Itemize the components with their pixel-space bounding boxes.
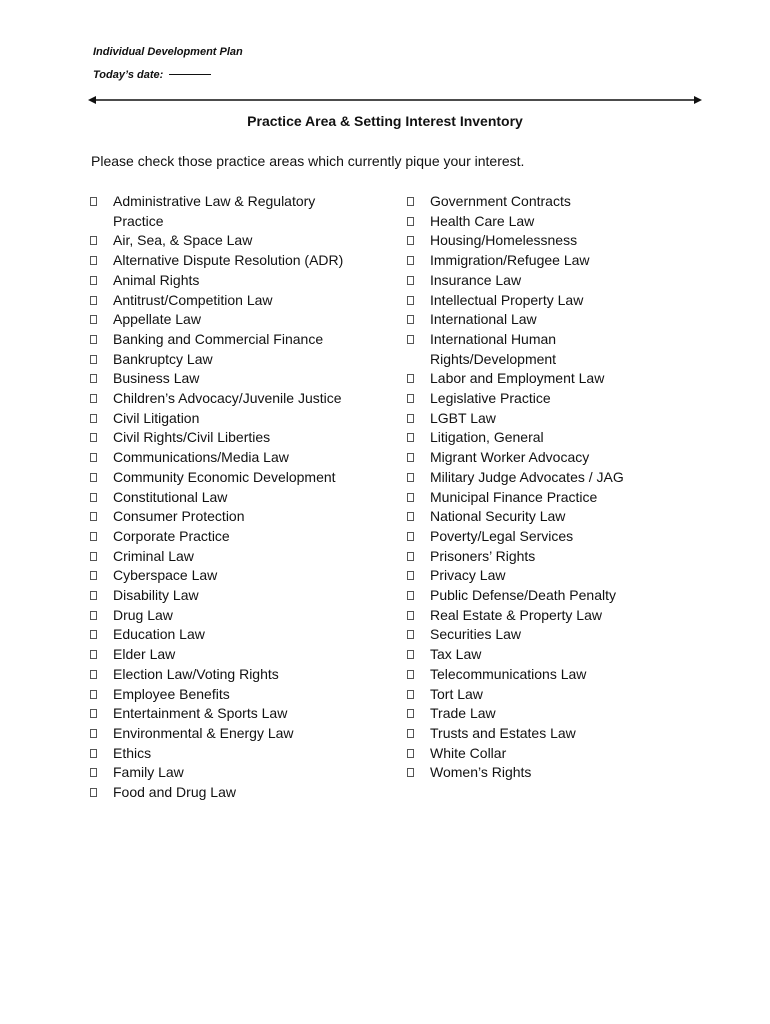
checkbox[interactable] (90, 749, 97, 758)
practice-area-label: Government Contracts (430, 193, 571, 209)
checkbox[interactable] (90, 414, 97, 423)
checkbox[interactable] (90, 355, 97, 364)
practice-area-label: Food and Drug Law (113, 784, 236, 801)
practice-area-label: Securities Law (430, 626, 522, 643)
practice-area-item (407, 251, 647, 271)
plan-title: Individual Development Plan (93, 46, 243, 58)
practice-area-label: Animal Rights (113, 271, 200, 288)
practice-area-label: Business Law (113, 370, 200, 387)
practice-area-label: Alternative Dispute Resolution (ADR) (113, 252, 344, 269)
practice-area-label: Criminal Law (113, 547, 194, 564)
checkbox[interactable] (90, 197, 97, 206)
practice-area-label: Public Defense/Death Penalty (430, 587, 616, 604)
checkbox[interactable] (407, 256, 414, 265)
checkbox[interactable] (90, 571, 97, 580)
checkbox[interactable] (407, 768, 414, 777)
practice-area-item (407, 685, 647, 705)
practice-area-label: Tort Law (430, 685, 483, 702)
practice-area-item (90, 271, 355, 291)
practice-area-label: Litigation, General (430, 429, 544, 446)
practice-area-label: Tax Law (430, 646, 482, 663)
practice-area-label: Communications/Media Law (113, 449, 289, 466)
practice-area-label: Family Law (113, 764, 184, 781)
practice-area-item (407, 704, 647, 724)
checkbox[interactable] (407, 571, 414, 580)
practice-area-item (90, 409, 355, 429)
practice-area-item (407, 665, 647, 685)
double-arrow-divider (88, 94, 702, 106)
practice-area-item (90, 448, 355, 468)
checkbox[interactable] (407, 611, 414, 620)
checkbox[interactable] (90, 630, 97, 639)
checkbox[interactable] (407, 276, 414, 285)
checkbox[interactable] (90, 493, 97, 502)
practice-area-label: Intellectual Property Law (430, 291, 584, 308)
checkbox[interactable] (90, 611, 97, 620)
practice-area-item (407, 448, 647, 468)
practice-area-item (407, 586, 647, 606)
practice-area-label: Consumer Protection (113, 508, 245, 525)
practice-area-label: Civil Litigation (113, 409, 200, 426)
practice-area-label: Administrative Law & Regulatory Practice (113, 193, 316, 229)
checkbox[interactable] (90, 276, 97, 285)
practice-area-item (407, 724, 647, 744)
practice-area-label: Bankruptcy Law (113, 350, 213, 367)
practice-area-item (407, 625, 647, 645)
practice-area-label: Municipal Finance Practice (430, 488, 598, 505)
checkbox[interactable] (90, 690, 97, 699)
practice-area-label: Election Law/Voting Rights (113, 665, 279, 682)
practice-area-item (407, 428, 647, 448)
date-label: Today’s date: (93, 69, 164, 81)
practice-area-label: Poverty/Legal Services (430, 527, 574, 544)
checkbox[interactable] (90, 670, 97, 679)
checkbox[interactable] (407, 217, 414, 226)
checkbox[interactable] (407, 493, 414, 502)
checkbox[interactable] (90, 236, 97, 245)
practice-area-item (407, 369, 647, 389)
practice-area-item (90, 606, 355, 626)
practice-area-label: Education Law (113, 626, 205, 643)
checkbox[interactable] (90, 532, 97, 541)
practice-area-item (407, 310, 647, 330)
practice-area-label: Trade Law (430, 705, 496, 722)
checkbox[interactable] (407, 552, 414, 561)
practice-area-item (407, 291, 647, 311)
practice-area-label: Community Economic Development (113, 468, 336, 485)
practice-area-label: Elder Law (113, 646, 176, 663)
practice-area-label: International Law (430, 311, 537, 328)
practice-area-label: Appellate Law (113, 311, 201, 328)
practice-area-item (90, 488, 355, 508)
date-blank[interactable] (169, 73, 211, 75)
checkbox[interactable] (407, 512, 414, 521)
practice-area-label: Constitutional Law (113, 488, 228, 505)
checkbox[interactable] (90, 512, 97, 521)
checkbox[interactable] (407, 532, 414, 541)
practice-area-item (407, 389, 647, 409)
practice-area-item (90, 566, 355, 586)
practice-area-item (90, 527, 355, 547)
practice-area-item (90, 704, 355, 724)
practice-area-label: Children’s Advocacy/Juvenile Justice (113, 390, 342, 407)
checkbox[interactable] (407, 197, 414, 206)
checkbox[interactable] (90, 453, 97, 462)
practice-area-label: Real Estate & Property Law (430, 606, 602, 623)
practice-area-item (407, 231, 647, 251)
practice-area-label: Telecommunications Law (430, 665, 587, 682)
practice-area-item (407, 330, 647, 369)
practice-area-item (407, 645, 647, 665)
practice-area-label: White Collar (430, 744, 507, 761)
practice-area-item (90, 724, 355, 744)
practice-area-item (407, 271, 647, 291)
practice-area-item (90, 231, 355, 251)
practice-area-label: Legislative Practice (430, 390, 551, 407)
practice-area-item (90, 428, 355, 448)
practice-area-item (407, 547, 647, 567)
practice-area-label: Environmental & Energy Law (113, 724, 294, 741)
checkbox[interactable] (407, 335, 414, 344)
practice-area-label: Insurance Law (430, 271, 522, 288)
checkbox[interactable] (407, 630, 414, 639)
practice-area-item (407, 763, 647, 783)
practice-area-item (407, 566, 647, 586)
practice-area-list-left (90, 192, 355, 803)
practice-area-item (90, 645, 355, 665)
practice-area-item (90, 547, 355, 567)
checkbox[interactable] (407, 650, 414, 659)
instructions: Please check those practice areas which currently pique your interest. (91, 153, 525, 169)
practice-area-item (407, 527, 647, 547)
practice-area-label: Employee Benefits (113, 685, 230, 702)
checkbox[interactable] (407, 374, 414, 383)
practice-area-item (90, 665, 355, 685)
practice-area-label: International Human Rights/Development (430, 330, 557, 367)
practice-area-item (407, 212, 647, 232)
checkbox[interactable] (90, 591, 97, 600)
practice-area-item (90, 192, 355, 231)
checkbox[interactable] (90, 768, 97, 777)
practice-area-item (90, 744, 355, 764)
practice-area-label: Prisoners’ Rights (430, 547, 536, 564)
checkbox[interactable] (90, 729, 97, 738)
practice-area-label: Privacy Law (430, 567, 506, 584)
checkbox[interactable] (90, 709, 97, 718)
practice-area-label: Disability Law (113, 587, 199, 604)
practice-area-item (90, 783, 355, 803)
practice-area-item (90, 251, 355, 271)
practice-area-label: Antitrust/Competition Law (113, 291, 273, 308)
practice-area-label: LGBT Law (430, 409, 496, 426)
checkbox[interactable] (407, 394, 414, 403)
checkbox[interactable] (90, 256, 97, 265)
practice-area-item (90, 369, 355, 389)
practice-area-item (407, 409, 647, 429)
checkbox[interactable] (407, 709, 414, 718)
checkbox[interactable] (407, 690, 414, 699)
checkbox[interactable] (407, 414, 414, 423)
practice-area-label: Housing/Homelessness (430, 232, 578, 249)
practice-area-item (407, 744, 647, 764)
practice-area-item (90, 685, 355, 705)
checkbox[interactable] (90, 315, 97, 324)
practice-area-label: Drug Law (113, 606, 173, 623)
checkbox[interactable] (90, 394, 97, 403)
practice-area-item (407, 192, 647, 212)
practice-area-label: Health Care Law (430, 212, 535, 229)
practice-area-label: Trusts and Estates Law (430, 724, 576, 741)
practice-area-item (90, 310, 355, 330)
practice-area-item (90, 507, 355, 527)
checkbox[interactable] (90, 788, 97, 797)
practice-area-item (90, 291, 355, 311)
practice-area-label: Corporate Practice (113, 527, 230, 544)
checkbox[interactable] (90, 335, 97, 344)
practice-area-item (90, 330, 355, 350)
checkbox[interactable] (407, 296, 414, 305)
practice-area-label: Ethics (113, 744, 152, 761)
practice-area-label: Entertainment & Sports Law (113, 705, 288, 722)
practice-area-item (407, 507, 647, 527)
practice-area-item (90, 625, 355, 645)
checkbox[interactable] (407, 236, 414, 245)
practice-area-label: Banking and Commercial Finance (113, 330, 324, 347)
practice-area-label: Migrant Worker Advocacy (430, 449, 590, 466)
practice-area-item (407, 488, 647, 508)
page-title: Practice Area & Setting Interest Inventory (247, 113, 523, 129)
practice-area-label: Immigration/Refugee Law (430, 252, 590, 269)
checkbox[interactable] (407, 749, 414, 758)
practice-area-item (407, 606, 647, 626)
practice-area-label: Civil Rights/Civil Liberties (113, 429, 271, 446)
practice-area-label: National Security Law (430, 508, 566, 525)
practice-area-label: Military Judge Advocates / JAG (430, 468, 624, 485)
checkbox[interactable] (90, 374, 97, 383)
practice-area-item (90, 586, 355, 606)
checkbox[interactable] (407, 729, 414, 738)
checkbox[interactable] (407, 315, 414, 324)
checkbox[interactable] (407, 433, 414, 442)
checkbox[interactable] (407, 453, 414, 462)
checkbox[interactable] (407, 670, 414, 679)
date-line (93, 69, 211, 81)
practice-area-item (407, 468, 647, 488)
practice-area-label: Labor and Employment Law (430, 370, 605, 387)
checkbox[interactable] (407, 473, 414, 482)
checkbox[interactable] (90, 296, 97, 305)
practice-area-item (90, 763, 355, 783)
practice-area-item (90, 468, 355, 488)
checkbox[interactable] (90, 650, 97, 659)
practice-area-label: Women’s Rights (430, 764, 532, 781)
practice-area-list-right (407, 192, 647, 783)
practice-area-label: Cyberspace Law (113, 567, 218, 584)
checkbox[interactable] (407, 591, 414, 600)
practice-area-item (90, 389, 355, 409)
checkbox[interactable] (90, 473, 97, 482)
practice-area-item (90, 350, 355, 370)
checkbox[interactable] (90, 433, 97, 442)
practice-area-label: Air, Sea, & Space Law (113, 232, 253, 249)
checkbox[interactable] (90, 552, 97, 561)
